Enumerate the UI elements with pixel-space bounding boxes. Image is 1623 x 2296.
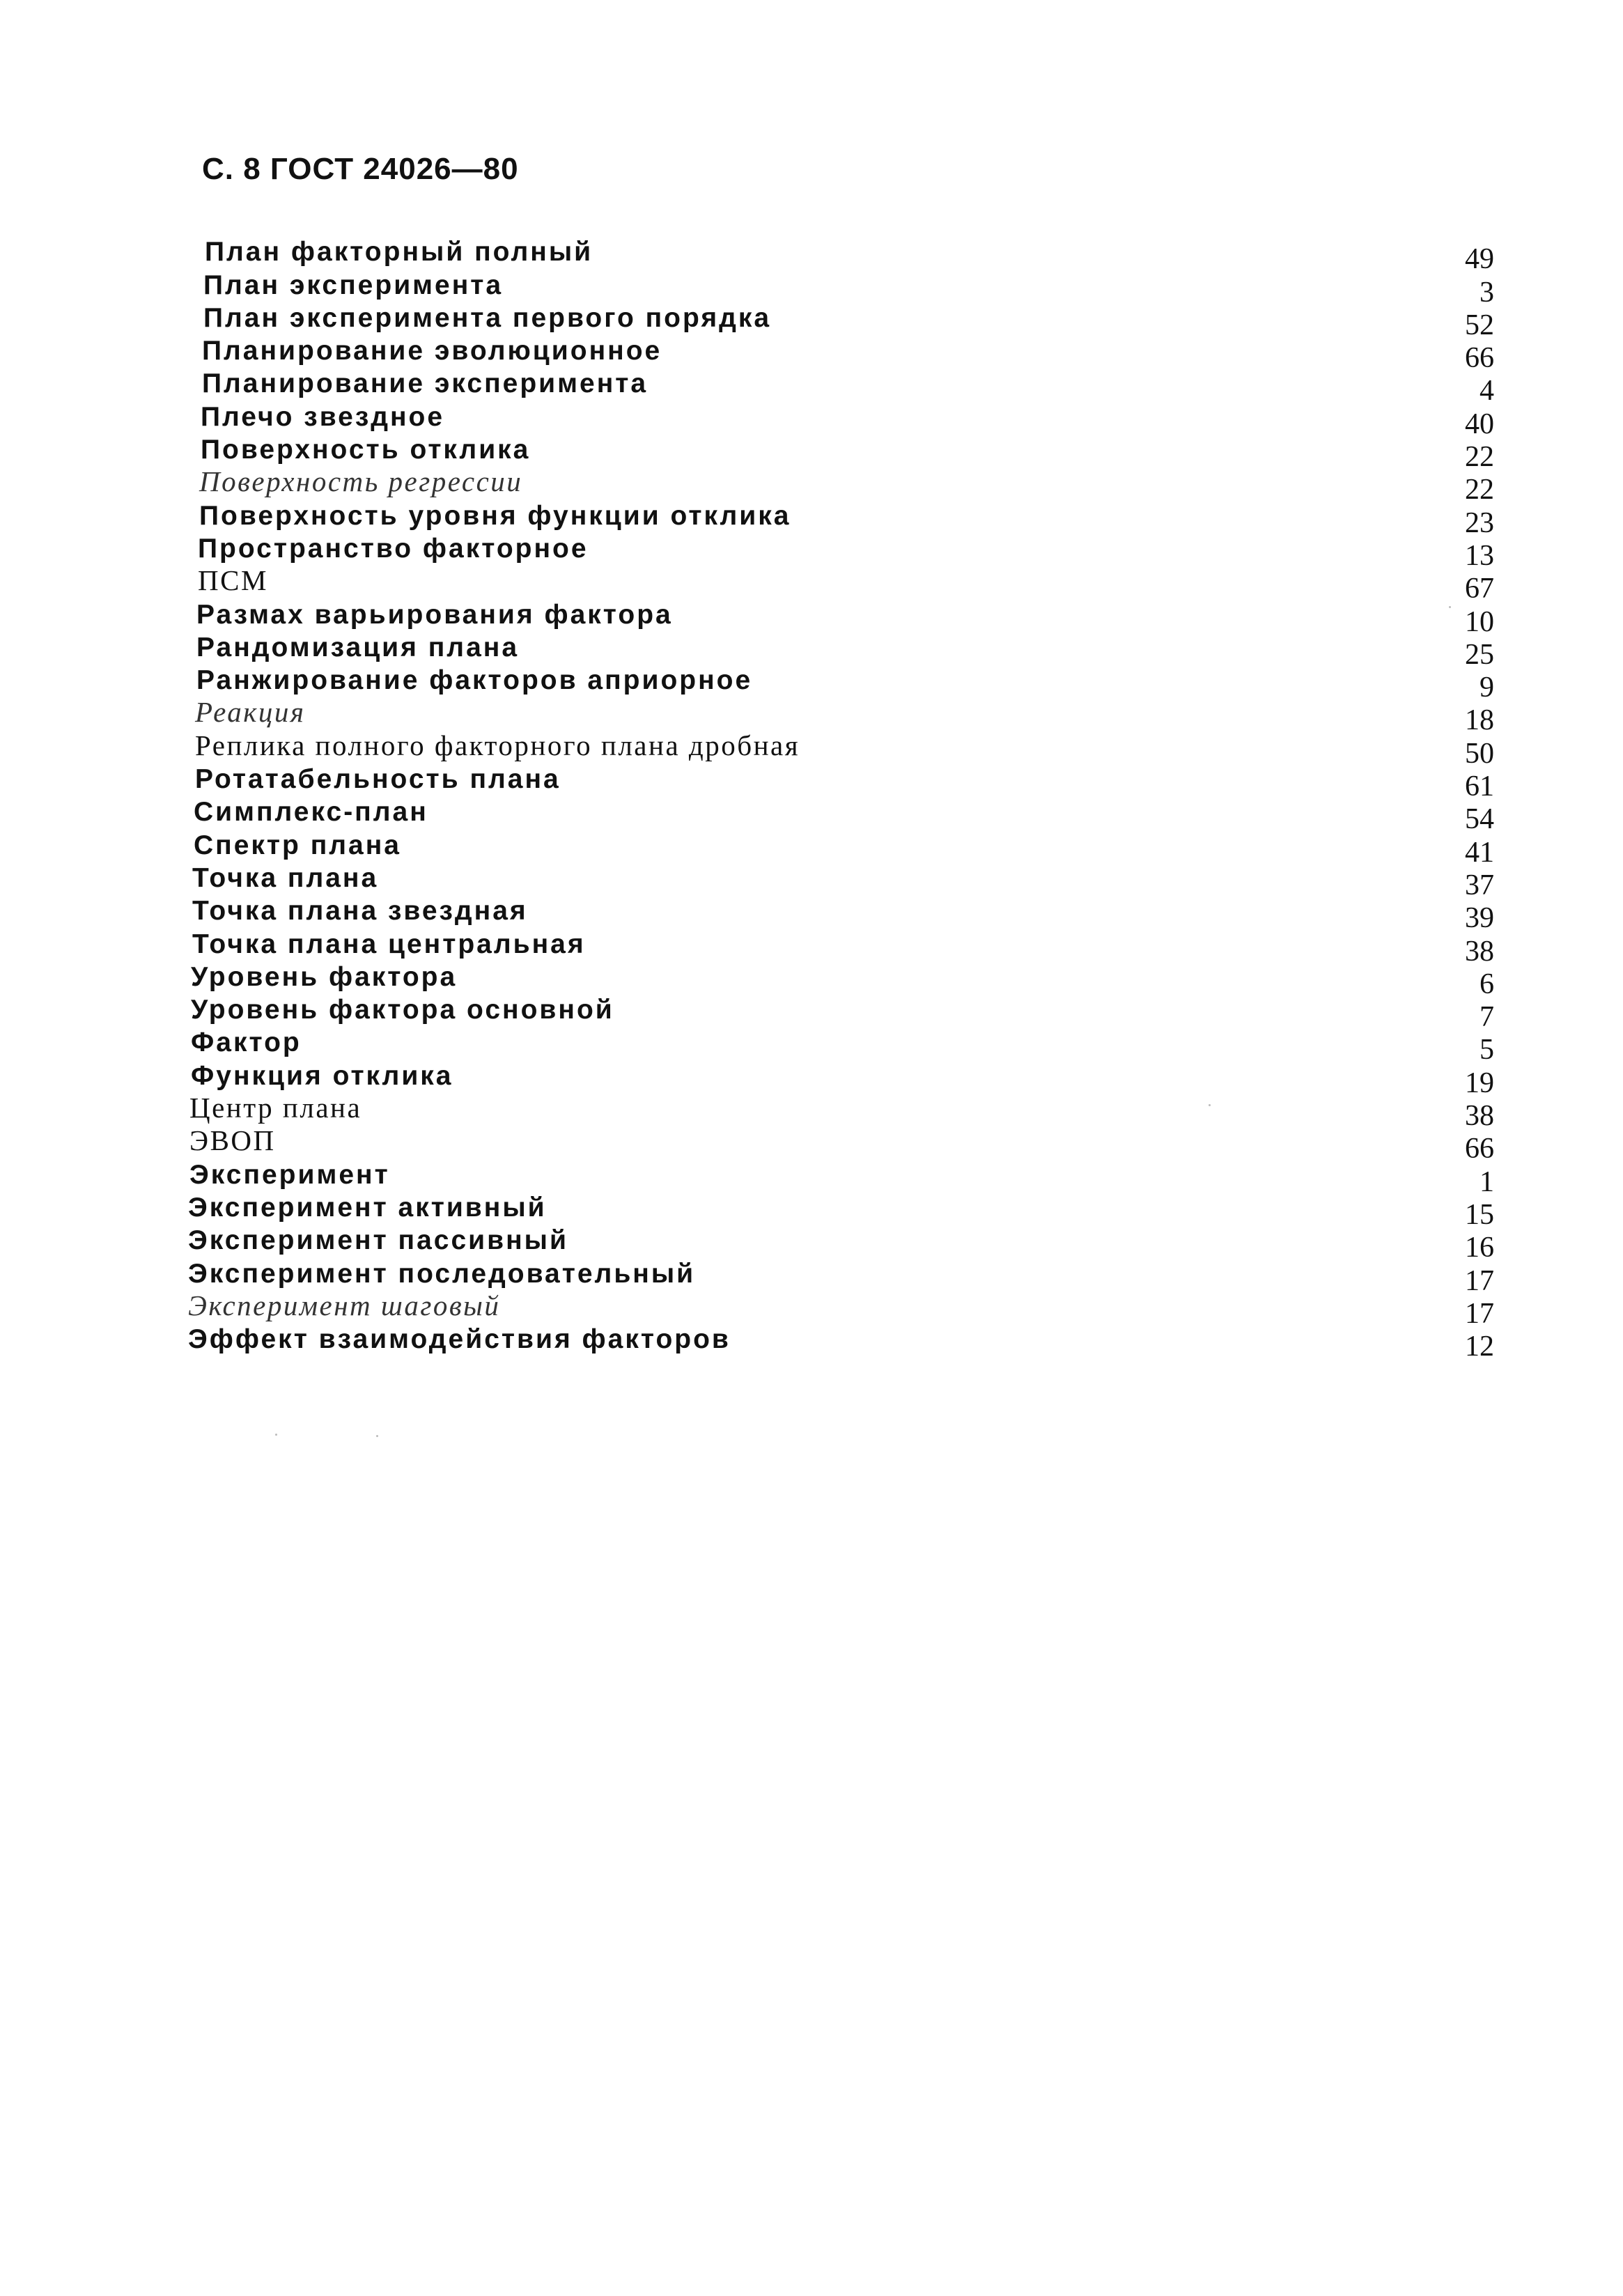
index-term: Уровень фактора — [191, 961, 458, 992]
index-entry — [188, 664, 1494, 704]
page-number: 38 — [1465, 1100, 1494, 1133]
index-term: Ранжирование факторов априорное — [196, 665, 753, 696]
index-term: Реакция — [195, 696, 306, 729]
index-entry — [188, 1323, 1494, 1363]
index-term: Ротатабельность плана — [195, 764, 561, 795]
page-number: 3 — [1480, 276, 1494, 309]
index-term: Точка плана звездная — [192, 896, 528, 926]
index-term: Рандомизация плана — [196, 632, 520, 662]
index-term: Точка плана — [192, 862, 379, 893]
page-number: 67 — [1465, 573, 1494, 605]
index-term: ЭВОП — [189, 1124, 276, 1157]
page-number: 15 — [1465, 1198, 1494, 1231]
index-term: Функция отклика — [191, 1060, 453, 1091]
index-entry — [188, 302, 1494, 341]
index-entry — [188, 1289, 1494, 1330]
index-entry — [188, 334, 1494, 375]
page-number: 61 — [1465, 770, 1494, 803]
index-entry — [188, 927, 1494, 968]
index-term: Поверхность регрессии — [199, 465, 523, 498]
index-entry — [188, 1124, 1494, 1165]
index-term: Симплекс-план — [194, 797, 428, 828]
scan-speck — [1209, 1104, 1211, 1106]
page-number: 50 — [1465, 737, 1494, 770]
index-term: Реплика полного факторного плана дробная — [195, 729, 800, 761]
index-term: Эксперимент пассивный — [188, 1225, 568, 1256]
index-term: Фактор — [191, 1027, 302, 1058]
page-number: 66 — [1465, 1133, 1494, 1165]
index-term: Уровень фактора основной — [191, 995, 614, 1025]
index-term: Планирование эксперимента — [202, 369, 649, 399]
index-entry — [188, 367, 1494, 408]
index-term: Эксперимент активный — [188, 1192, 547, 1223]
index-entry — [188, 696, 1494, 737]
page-number: 17 — [1465, 1297, 1494, 1330]
index-term: План эксперимента первого порядка — [203, 302, 772, 333]
index-term: Эксперимент шаговый — [188, 1289, 501, 1321]
page-number: 22 — [1465, 474, 1494, 506]
index-entry — [188, 433, 1494, 474]
page-number: 16 — [1465, 1232, 1494, 1264]
index-entry — [188, 763, 1494, 803]
page-number: 23 — [1465, 506, 1494, 539]
page-number: 54 — [1465, 803, 1494, 836]
index-entry — [188, 729, 1494, 770]
scan-speck — [1449, 606, 1451, 608]
index-term: Эксперимент — [189, 1159, 390, 1190]
index-term: Центр плана — [189, 1092, 362, 1124]
page-number: 66 — [1465, 342, 1494, 375]
index-entry — [188, 894, 1494, 935]
scan-speck — [275, 1434, 277, 1436]
page-number: 7 — [1480, 1001, 1494, 1034]
page-number: 22 — [1465, 441, 1494, 474]
index-entry — [188, 564, 1494, 605]
index-entry — [188, 961, 1494, 1000]
page-number: 9 — [1480, 672, 1494, 704]
index-entry — [188, 268, 1494, 309]
index-entry — [188, 1026, 1494, 1066]
index-entry — [188, 862, 1494, 901]
index-entry — [188, 532, 1494, 572]
index-entry — [188, 465, 1494, 506]
scan-speck — [376, 1435, 378, 1437]
page-number: 19 — [1465, 1066, 1494, 1099]
index-term: Пространство факторное — [198, 533, 589, 564]
index-term: Поверхность уровня функции отклика — [199, 500, 791, 531]
page-number: 6 — [1480, 968, 1494, 1000]
index-term: Плечо звездное — [201, 401, 445, 432]
page-number: 40 — [1465, 408, 1494, 440]
index-term: Точка плана центральная — [192, 929, 586, 959]
index-entry — [188, 796, 1494, 836]
page-number: 37 — [1465, 869, 1494, 901]
index-term: Эксперимент последовательный — [188, 1258, 696, 1289]
page-number: 5 — [1480, 1034, 1494, 1066]
index-entry — [188, 1257, 1494, 1297]
index-entry — [188, 993, 1494, 1034]
index-term: Эффект взаимодействия факторов — [188, 1324, 731, 1355]
index-entry — [188, 1191, 1494, 1231]
index-entry — [188, 631, 1494, 671]
index-term: План факторный полный — [205, 237, 593, 267]
index-term: Размах варьирования фактора — [196, 599, 673, 630]
index-entry — [188, 1224, 1494, 1264]
index-term: Спектр плана — [194, 830, 401, 860]
index-term: План эксперимента — [203, 270, 504, 300]
index-entry — [188, 1059, 1494, 1099]
index-entry — [188, 598, 1494, 638]
index-term: ПСМ — [198, 564, 268, 597]
page-number: 17 — [1465, 1264, 1494, 1297]
page-number: 49 — [1465, 243, 1494, 276]
index-entry — [188, 235, 1494, 276]
page-number: 1 — [1480, 1165, 1494, 1198]
index-entry — [188, 400, 1494, 440]
index-entry — [188, 1092, 1494, 1133]
index-term: Планирование эволюционное — [202, 336, 662, 366]
page-number: 39 — [1465, 902, 1494, 935]
term-index — [188, 235, 1494, 1363]
page-number: 13 — [1465, 539, 1494, 572]
page-number: 52 — [1465, 309, 1494, 341]
page-number: 38 — [1465, 935, 1494, 968]
page-number: 18 — [1465, 704, 1494, 737]
page-number: 12 — [1465, 1331, 1494, 1363]
page-number: 41 — [1465, 836, 1494, 869]
index-entry — [188, 828, 1494, 869]
index-entry — [188, 1158, 1494, 1198]
page-header: С. 8 ГОСТ 24026—80 — [202, 152, 519, 186]
index-term: Поверхность отклика — [201, 435, 531, 465]
page-number: 10 — [1465, 605, 1494, 638]
page-number: 4 — [1480, 375, 1494, 408]
page-number: 25 — [1465, 638, 1494, 671]
index-entry — [188, 499, 1494, 539]
